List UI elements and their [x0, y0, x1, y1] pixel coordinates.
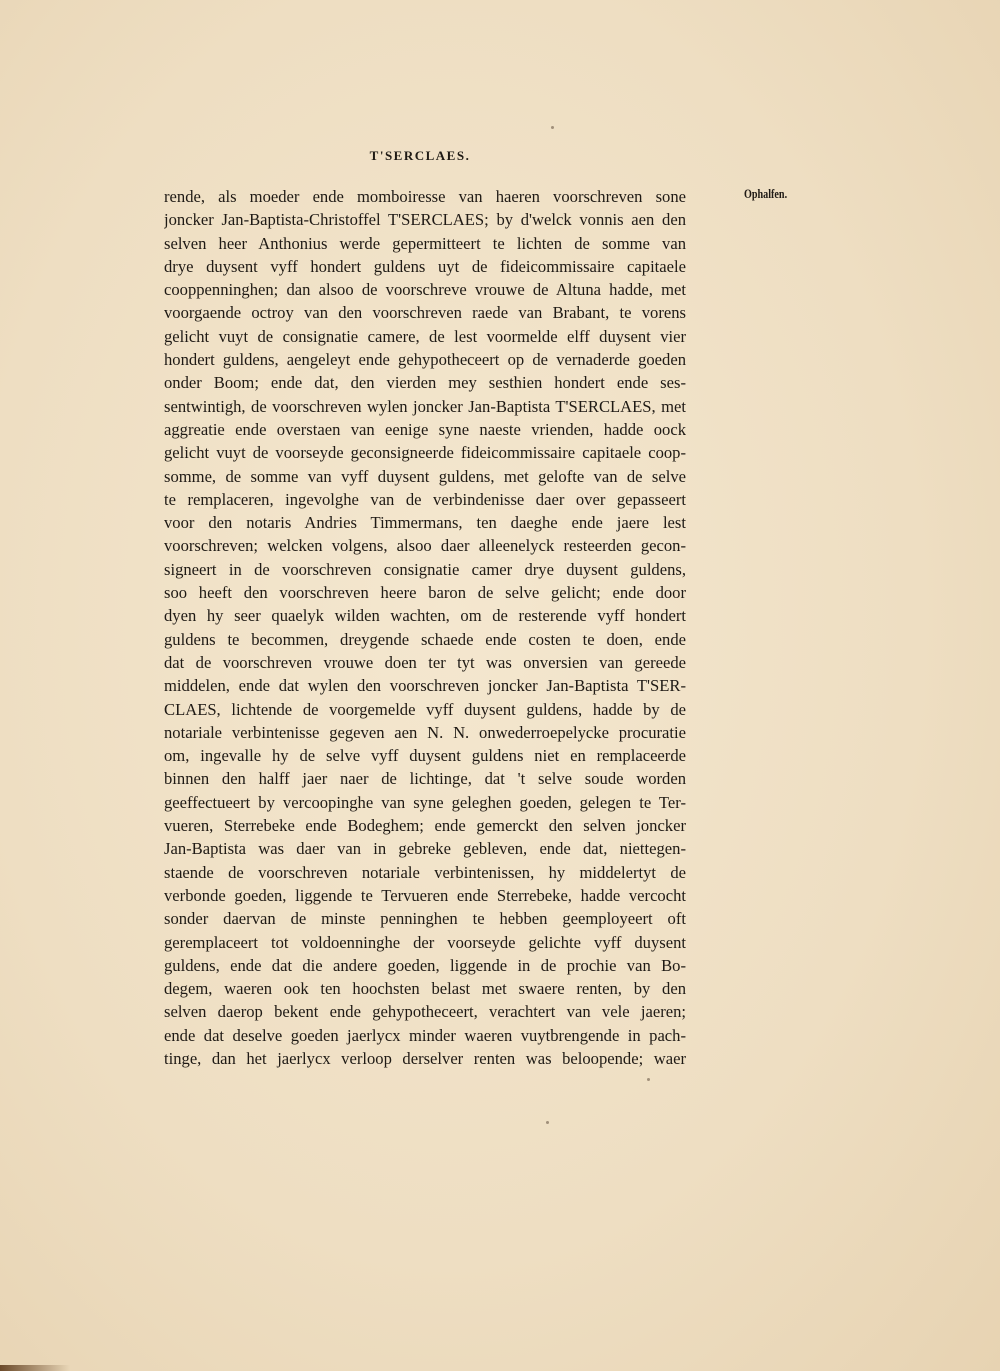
- text-line: signeert in de voorschreven consignatie camer drye duysent guldens,: [164, 559, 686, 579]
- text-line: geremplaceert tot voldoenninghe der voorseyde gelichte vyff duysent: [164, 932, 686, 952]
- text-line: guldens te becommen, dreygende schaede ende costen te doen, ende: [164, 629, 686, 649]
- paper-speck: [546, 1121, 549, 1124]
- text-line: voor den notaris Andries Timmermans, ten daeghe ende jaere lest: [164, 513, 686, 533]
- text-line: om, ingevalle hy de selve vyff duysent guldens niet en remplaceerde: [164, 746, 686, 766]
- text-line: drye duysent vyff hondert guldens uyt de fideicommissaire capitaele: [164, 256, 686, 276]
- page-edge-shadow: [0, 1365, 70, 1371]
- text-line: verbonde goeden, liggende te Tervueren ende Sterrebeke, hadde vercocht: [164, 885, 686, 905]
- text-line: selven daerop bekent ende gehypotheceert, verachtert van vele jaeren;: [164, 1002, 686, 1022]
- text-line: vueren, Sterrebeke ende Bodeghem; ende gemerckt den selven joncker: [164, 816, 686, 836]
- running-head: T'SERCLAES.: [369, 148, 471, 163]
- margin-note: Ophalfen.: [744, 186, 788, 201]
- paper-speck: [551, 126, 554, 129]
- text-line: dat de voorschreven vrouwe doen ter tyt was onversien van gereede: [164, 652, 686, 672]
- text-line: middelen, ende dat wylen den voorschreven joncker Jan-Baptista T'SER-: [164, 676, 686, 696]
- text-line: degem, waeren ook ten hoochsten belast met swaere renten, by den: [164, 979, 686, 999]
- body-text: [164, 185, 686, 1070]
- text-line: aggreatie ende overstaen van eenige syne naeste vrienden, hadde oock: [164, 419, 686, 439]
- text-line: sentwintigh, de voorschreven wylen joncker Jan-Baptista T'SERCLAES, met: [164, 396, 686, 416]
- paper-speck: [647, 1078, 650, 1081]
- text-line: cooppenninghen; dan alsoo de voorschreve vrouwe de Altuna hadde, met: [164, 280, 686, 300]
- text-line: voorgaende octroy van den voorschreven raede van Brabant, te vorens: [164, 303, 686, 323]
- text-line: somme, de somme van vyff duysent guldens, met gelofte van de selve: [164, 466, 686, 486]
- text-line: dyen hy seer quaelyk wilden wachten, om de resterende vyff hondert: [164, 606, 686, 626]
- text-line: gelicht vuyt de consignatie camere, de lest voormelde elff duysent vier: [164, 326, 686, 346]
- text-line: staende de voorschreven notariale verbintenissen, hy middelertyt de: [164, 862, 686, 882]
- text-line: joncker Jan-Baptista-Christoffel T'SERCLAES; by d'welck vonnis aen den: [164, 210, 686, 230]
- text-line: rende, als moeder ende momboiresse van haeren voorschreven sone: [164, 187, 686, 206]
- text-line: notariale verbintenisse gegeven aen N. N. onwederroepelycke procuratie: [164, 722, 686, 742]
- text-line: onder Boom; ende dat, den vierden mey sesthien hondert ende ses-: [164, 373, 686, 393]
- text-line: geeffectueert by vercoopinghe van syne geleghen goeden, gelegen te Ter-: [164, 792, 686, 812]
- text-line: Jan-Baptista was daer van in gebreke gebleven, ende dat, niettegen-: [164, 839, 686, 859]
- text-line: guldens, ende dat die andere goeden, liggende in de prochie van Bo-: [164, 955, 686, 975]
- text-line: selven heer Anthonius werde gepermitteert te lichten de somme van: [164, 233, 686, 253]
- text-line: CLAES, lichtende de voorgemelde vyff duysent guldens, hadde by de: [164, 699, 686, 719]
- text-line: soo heeft den voorschreven heere baron de selve gelicht; ende door: [164, 583, 686, 603]
- text-line: tinge, dan het jaerlycx verloop derselver renten was beloopende; waer: [164, 1048, 686, 1068]
- text-line: gelicht vuyt de voorseyde geconsigneerde fideicommissaire capitaele coop-: [164, 443, 686, 463]
- text-line: binnen den halff jaer naer de lichtinge, dat 't selve soude worden: [164, 769, 686, 789]
- text-line: hondert guldens, aengeleyt ende gehypotheceert op de vernaderde goeden: [164, 350, 686, 370]
- text-line: sonder daervan de minste penninghen te hebben geemployeert oft: [164, 909, 686, 929]
- text-line: te remplaceren, ingevolghe van de verbindenisse daer over gepasseert: [164, 489, 686, 509]
- text-line: ende dat deselve goeden jaerlycx minder waeren vuytbrengende in pach-: [164, 1025, 686, 1045]
- text-line: voorschreven; welcken volgens, alsoo daer alleenelyck resteerden gecon-: [164, 536, 686, 556]
